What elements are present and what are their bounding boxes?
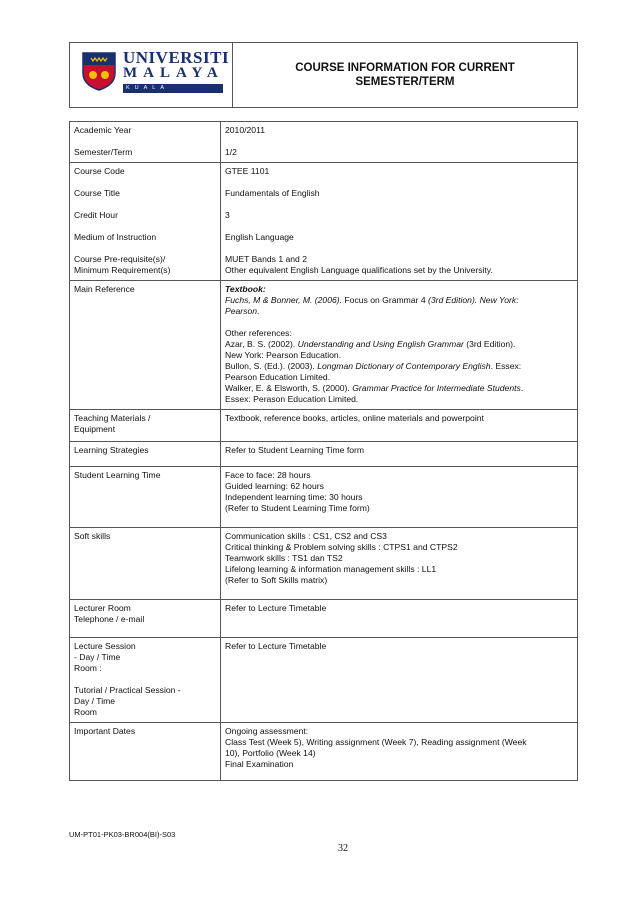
learning-strategies-label: Learning Strategies: [74, 445, 149, 455]
label-cell: [70, 163, 221, 281]
ref3-period: .: [520, 383, 524, 393]
ref1-edition: (3rd Edition).: [463, 339, 516, 349]
tutorial-room-label: Room: [74, 707, 97, 717]
value-cell: [221, 638, 578, 723]
min-requirement-label: Minimum Requirement(s): [74, 265, 171, 275]
important-dates-label: Important Dates: [74, 726, 136, 736]
lecture-day-time-label: - Day / Time: [74, 652, 121, 662]
table-row: [70, 467, 578, 528]
ref1-title: Understanding and Using English Grammar: [297, 339, 464, 349]
label-cell: [70, 442, 221, 467]
table-row: [70, 528, 578, 600]
semester-label: Semester/Term: [74, 147, 133, 157]
soft-teamwork: Teamwork skills : TS1 dan TS2: [225, 553, 343, 563]
lecturer-room-label: Lecturer Room: [74, 603, 131, 613]
value-cell: [221, 122, 578, 163]
slt-guided: Guided learning: 62 hours: [225, 481, 324, 491]
soft-communication: Communication skills : CS1, CS2 and CS3: [225, 531, 387, 541]
label-cell: [70, 528, 221, 600]
other-references-heading: Other references:: [225, 328, 292, 338]
soft-skills-label: Soft skills: [74, 531, 111, 541]
page-number: 32: [338, 843, 348, 854]
lecture-session-value: Refer to Lecture Timetable: [225, 641, 327, 651]
tutorial-session-label: Tutorial / Practical Session -: [74, 685, 181, 695]
table-row: [70, 163, 578, 281]
dates-ongoing: Ongoing assessment:: [225, 726, 309, 736]
table-row: [70, 410, 578, 442]
soft-critical-thinking: Critical thinking & Problem solving skills : CTPS1 and CTPS2: [225, 542, 458, 552]
ref1-author: Azar, B. S. (2002).: [225, 339, 298, 349]
table-row: [70, 600, 578, 638]
course-title-value: Fundamentals of English: [225, 188, 320, 198]
label-cell: [70, 600, 221, 638]
document-title: [233, 43, 577, 107]
ref2-place: . Essex:: [490, 361, 522, 371]
academic-year-value: 2010/2011: [225, 125, 265, 135]
ref3-publisher: Essex: Perason Education Limited.: [225, 394, 359, 404]
table-row: [70, 442, 578, 467]
crest-icon: [81, 51, 117, 91]
course-code-label: Course Code: [74, 166, 125, 176]
ref3-author: Walker, E. & Elsworth, S. (2000).: [225, 383, 353, 393]
textbook-period: .: [257, 306, 260, 316]
textbook-title: Focus on Grammar 4: [342, 295, 428, 305]
label-cell: [70, 467, 221, 528]
value-cell: [221, 410, 578, 442]
header-box: [69, 42, 578, 108]
ref2-title: Longman Dictionary of Contemporary English: [317, 361, 491, 371]
logo-word-kuala-lumpur: KUALA LUMPUR: [123, 84, 223, 93]
prerequisite-value: MUET Bands 1 and 2: [225, 254, 308, 264]
dates-assessments: Class Test (Week 5), Writing assignment (Week 7), Reading assignment (Week: [225, 737, 527, 747]
course-info-table: [69, 121, 578, 781]
main-reference-label: Main Reference: [74, 284, 135, 294]
student-learning-time-label: Student Learning Time: [74, 470, 161, 480]
slt-independent: Independent learning time: 30 hours: [225, 492, 363, 502]
ref2-publisher: Pearson Education Limited.: [225, 372, 331, 382]
table-row: [70, 638, 578, 723]
slt-note: (Refer to Student Learning Time form): [225, 503, 370, 513]
textbook-heading: Textbook:: [225, 284, 266, 294]
semester-value: 1/2: [225, 147, 237, 157]
learning-strategies-value: Refer to Student Learning Time form: [225, 445, 365, 455]
dates-portfolio: 10), Portfolio (Week 14): [225, 748, 316, 758]
ref2-author: Bullon, S. (Ed.). (2003).: [225, 361, 318, 371]
min-requirement-value: Other equivalent English Language qualifications set by the University.: [225, 265, 493, 275]
value-cell: [221, 281, 578, 410]
logo: [70, 43, 233, 107]
soft-note: (Refer to Soft Skills matrix): [225, 575, 328, 585]
course-code-value: GTEE 1101: [225, 166, 270, 176]
academic-year-label: Academic Year: [74, 125, 132, 135]
label-cell: [70, 281, 221, 410]
lecture-room-label: Room :: [74, 663, 102, 673]
title-line-1: COURSE INFORMATION FOR CURRENT: [295, 62, 515, 74]
ref3-title: Grammar Practice for Intermediate Students: [352, 383, 521, 393]
value-cell: [221, 442, 578, 467]
prerequisite-label: Course Pre-requisite(s)/: [74, 254, 166, 264]
logo-word-malaya: MALAYA: [123, 65, 224, 81]
title-line-2: SEMESTER/TERM: [355, 76, 455, 88]
ref1-publisher: New York: Pearson Education.: [225, 350, 342, 360]
value-cell: [221, 467, 578, 528]
equipment-label: Equipment: [74, 424, 116, 434]
telephone-email-label: Telephone / e-mail: [74, 614, 145, 624]
table-row: [70, 122, 578, 163]
teaching-materials-label: Teaching Materials /: [74, 413, 151, 423]
label-cell: [70, 410, 221, 442]
table-row: [70, 723, 578, 781]
value-cell: [221, 723, 578, 781]
slt-face-to-face: Face to face: 28 hours: [225, 470, 311, 480]
label-cell: [70, 723, 221, 781]
credit-hour-label: Credit Hour: [74, 210, 118, 220]
medium-value: English Language: [225, 232, 294, 242]
value-cell: [221, 528, 578, 600]
tutorial-day-time-label: Day / Time: [74, 696, 116, 706]
label-cell: [70, 122, 221, 163]
dates-final-exam: Final Examination: [225, 759, 294, 769]
course-title-label: Course Title: [74, 188, 120, 198]
lecturer-room-value: Refer to Lecture Timetable: [225, 603, 327, 613]
soft-lifelong: Lifelong learning & information management skills : LL1: [225, 564, 437, 574]
value-cell: [221, 600, 578, 638]
value-cell: [221, 163, 578, 281]
medium-label: Medium of Instruction: [74, 232, 157, 242]
logo-word-universiti: UNIVERSITI: [123, 48, 230, 67]
textbook-author: Fuchs, M & Bonner, M. (2006).: [225, 295, 343, 305]
document-code: UM-PT01-PK03-BR004(BI)-S03: [69, 830, 176, 839]
textbook-publisher: Pearson: [225, 306, 258, 316]
lecture-session-label: Lecture Session: [74, 641, 136, 651]
teaching-materials-value: Textbook, reference books, articles, online materials and powerpoint: [225, 413, 484, 423]
table-row: [70, 281, 578, 410]
textbook-edition: (3rd Edition). New York:: [428, 295, 519, 305]
label-cell: [70, 638, 221, 723]
credit-hour-value: 3: [225, 210, 230, 220]
